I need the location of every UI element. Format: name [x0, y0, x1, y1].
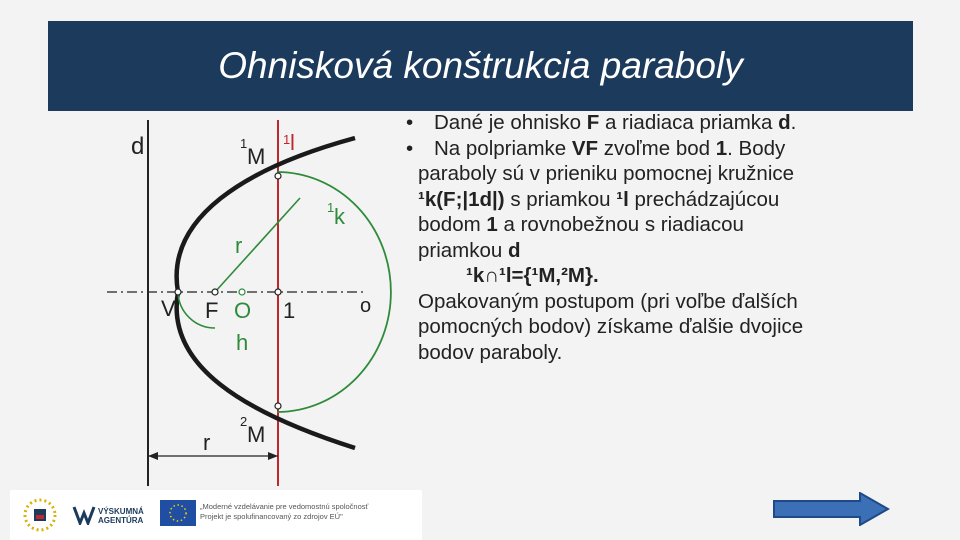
agency-logo	[72, 505, 96, 525]
label-h: h	[236, 330, 249, 355]
label-V: V	[161, 296, 176, 321]
line	[400, 212, 920, 238]
text-run: Na polpriamke	[434, 136, 572, 160]
line: Opakovaným postupom (pri voľbe ďalších	[418, 289, 798, 313]
label-M2-sup: 2	[240, 414, 248, 429]
footer-text-line: Projekt je spolufinancovaný zo zdrojov EÚ"	[200, 512, 343, 521]
line: bodov paraboly.	[418, 340, 563, 364]
bullet-2	[400, 136, 920, 162]
bullet-dot-icon: •	[406, 136, 414, 160]
dimension-arrow-left	[148, 452, 158, 460]
emblem-logo	[20, 495, 60, 535]
text-run: a riadiaca priamka	[599, 111, 779, 134]
point-M1	[275, 173, 281, 179]
text-run: d	[508, 238, 521, 262]
label-r-top: r	[235, 233, 243, 258]
radius-line	[215, 198, 300, 292]
text-run: 1	[486, 213, 498, 236]
label-M1: M	[247, 144, 266, 169]
text-run: priamkou	[418, 238, 509, 262]
text-run: zvoľme bod	[598, 136, 716, 160]
bullet-1	[400, 110, 920, 136]
footer-text-line: „Moderné vzdelávanie pre vedomostnú spoločnosť	[200, 502, 369, 511]
label-1: 1	[283, 298, 296, 323]
point-O	[239, 289, 245, 295]
label-o: o	[360, 295, 372, 317]
text-run: 1	[715, 136, 728, 160]
label-k1: k	[334, 204, 345, 229]
text-run: Dané je ohnisko	[434, 111, 587, 134]
text-run: .	[790, 111, 797, 134]
equation	[400, 263, 920, 289]
footer-logos	[10, 490, 422, 540]
line: paraboly sú v prieniku pomocnej kružnice	[418, 162, 795, 185]
label-k1-sup: 1	[327, 200, 335, 215]
label-l1: l	[290, 130, 295, 155]
text-run: ¹k∩¹l={¹M,²M}.	[466, 264, 599, 287]
text-run: bodom	[418, 213, 487, 236]
text-run: ¹k(F;|1d|)	[418, 187, 505, 211]
dimension-arrow-right	[268, 452, 278, 460]
label-O: O	[234, 298, 252, 323]
text-run: d	[778, 111, 791, 134]
text-run: ¹l	[616, 187, 629, 211]
label-M2: M	[247, 422, 266, 447]
next-arrow-icon[interactable]	[772, 492, 892, 526]
agency-name: VÝSKUMNÁ AGENTÚRA	[98, 507, 144, 525]
bullet-dot-icon: •	[406, 111, 414, 134]
line: pomocných bodov) získame ďalšie dvojice	[418, 315, 804, 338]
text-run: a rovnobežnou s riadiacou	[497, 213, 744, 236]
line	[400, 238, 920, 264]
page-title: Ohnisková konštrukcia paraboly	[218, 45, 743, 86]
label-M1-sup: 1	[240, 136, 248, 151]
footer-text	[200, 502, 420, 522]
text-run: prechádzajúcou	[628, 187, 780, 211]
text-run: . Body	[727, 136, 786, 160]
title-bar	[48, 21, 913, 111]
point-F	[212, 289, 218, 295]
text-run: s priamkou	[504, 187, 617, 211]
label-l1-sup: 1	[283, 132, 291, 147]
point-M2	[275, 403, 281, 409]
description-text	[400, 110, 920, 365]
label-r-bottom: r	[203, 430, 211, 455]
label-F: F	[205, 298, 219, 323]
text-run: VF	[571, 136, 599, 160]
point-1	[275, 289, 281, 295]
label-d: d	[131, 133, 145, 160]
point-V	[175, 289, 181, 295]
eu-flag-icon	[160, 500, 196, 526]
line	[400, 187, 920, 213]
parabola-diagram	[95, 108, 395, 488]
text-run: F	[586, 111, 600, 134]
